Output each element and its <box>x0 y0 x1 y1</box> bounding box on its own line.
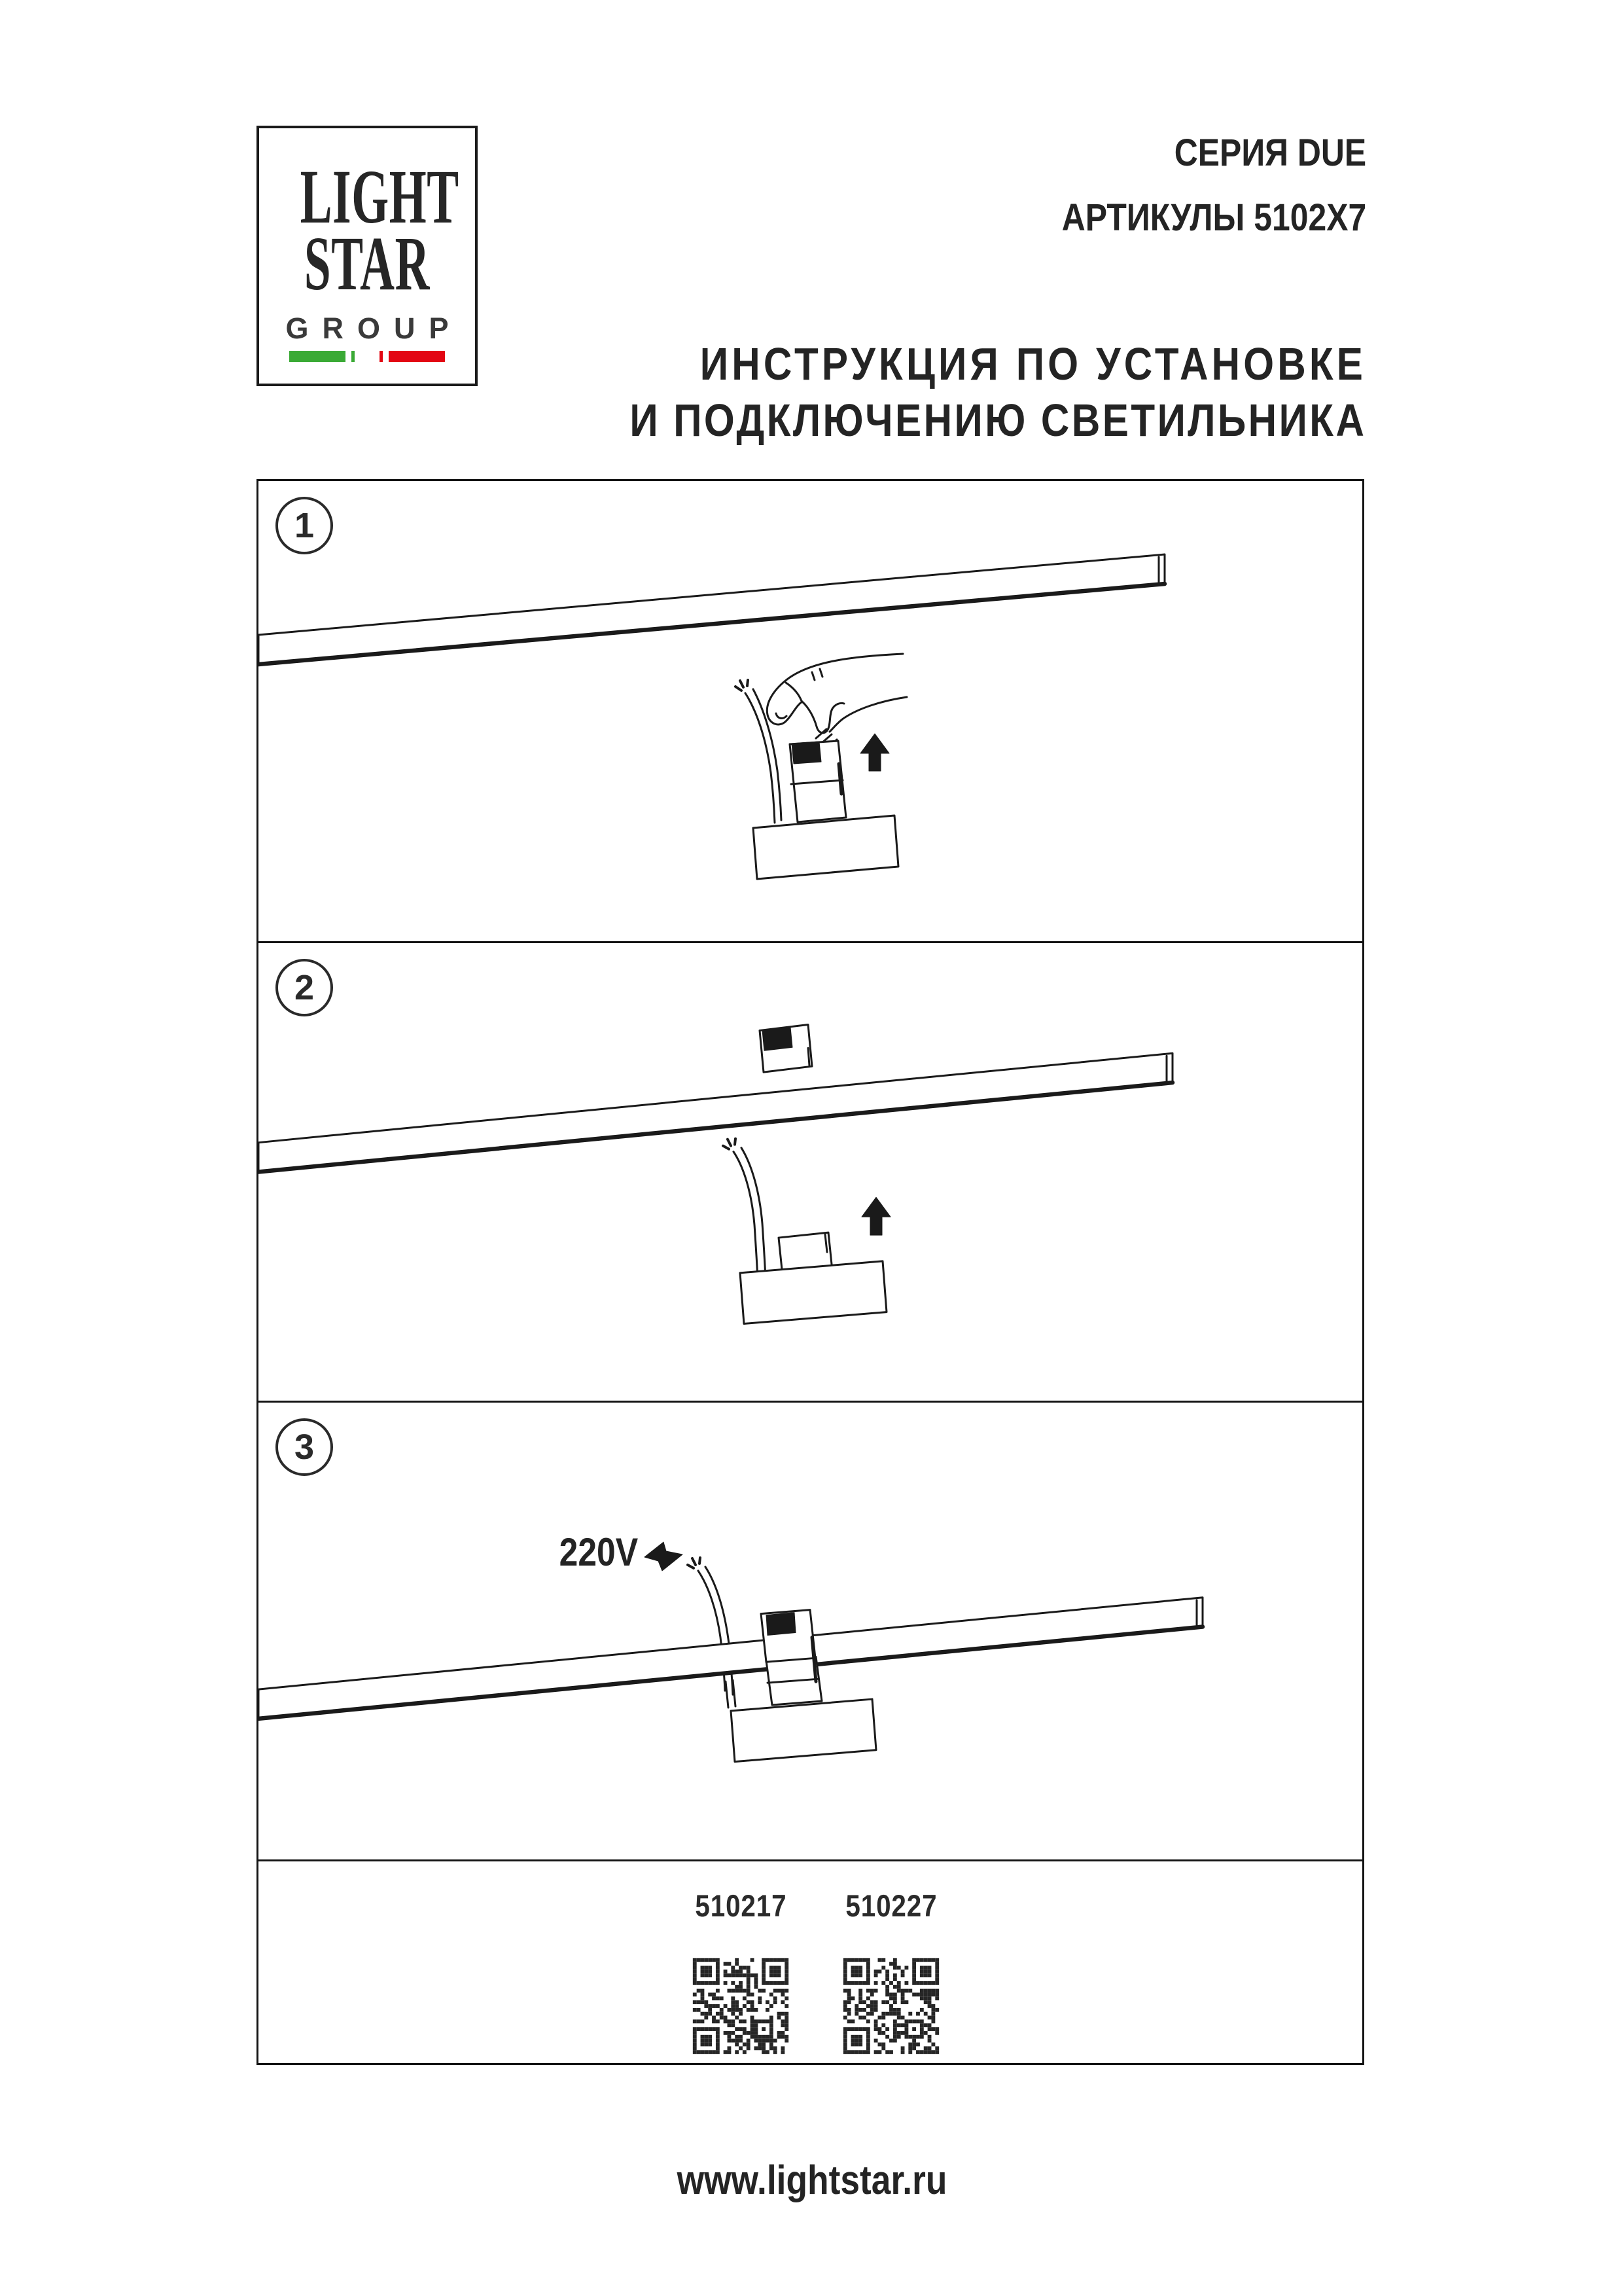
article-block <box>816 1888 966 2062</box>
article-code: 510217 <box>694 1888 787 1923</box>
articles-title: АРТИКУЛЫ 5102X7 <box>1061 196 1366 239</box>
power-cable-lower <box>726 1680 735 1708</box>
power-cable <box>735 680 781 823</box>
power-cable <box>723 1139 766 1280</box>
step-2-number: 2 <box>275 959 333 1016</box>
qr-code-510227 <box>839 1954 944 2058</box>
qr-code-510217 <box>688 1954 793 2058</box>
light-bar <box>258 1598 1203 1719</box>
article-block <box>665 1888 816 2062</box>
step-1-illustration <box>258 481 1362 941</box>
step-3-number: 3 <box>275 1418 333 1476</box>
article-code: 510227 <box>845 1888 938 1923</box>
connector-block <box>760 1024 812 1072</box>
lightstar-logo <box>256 126 478 386</box>
mounting-base <box>740 1261 887 1324</box>
light-bar <box>258 554 1165 664</box>
article-qr-section <box>258 1859 1362 2063</box>
series-title: СЕРИЯ DUE <box>1174 132 1366 174</box>
instruction-frame <box>256 479 1364 2065</box>
flag-green-segment <box>289 351 345 362</box>
mounting-base <box>731 1699 876 1762</box>
mounting-base <box>753 816 898 879</box>
up-arrow-icon <box>862 1197 891 1235</box>
hand <box>767 654 907 749</box>
voltage-arrow-icon <box>644 1542 682 1571</box>
step-1-panel <box>258 481 1362 941</box>
light-bar <box>258 1053 1173 1172</box>
logo-word-group: GROUP <box>285 312 463 345</box>
step-3-panel <box>258 1401 1362 1859</box>
website-url: www.lightstar.ru <box>677 2158 947 2203</box>
step-2-panel <box>258 941 1362 1401</box>
step-2-illustration <box>258 943 1362 1401</box>
connector-block <box>790 741 846 822</box>
step-1-number: 1 <box>275 497 333 554</box>
step-3-illustration <box>258 1403 1362 1859</box>
logo-word-light: LIGHT <box>300 154 459 240</box>
instruction-title-line2: И ПОДКЛЮЧЕНИЮ СВЕТИЛЬНИКА <box>629 395 1366 446</box>
italian-flag-icon <box>289 351 445 362</box>
logo-word-star: STAR <box>304 221 431 306</box>
up-arrow-icon <box>860 734 889 771</box>
instruction-title-line1: ИНСТРУКЦИЯ ПО УСТАНОВКЕ <box>699 338 1366 389</box>
voltage-label: 220V <box>559 1530 638 1574</box>
flag-red-segment <box>389 351 445 362</box>
flag-white-segment <box>355 351 380 362</box>
